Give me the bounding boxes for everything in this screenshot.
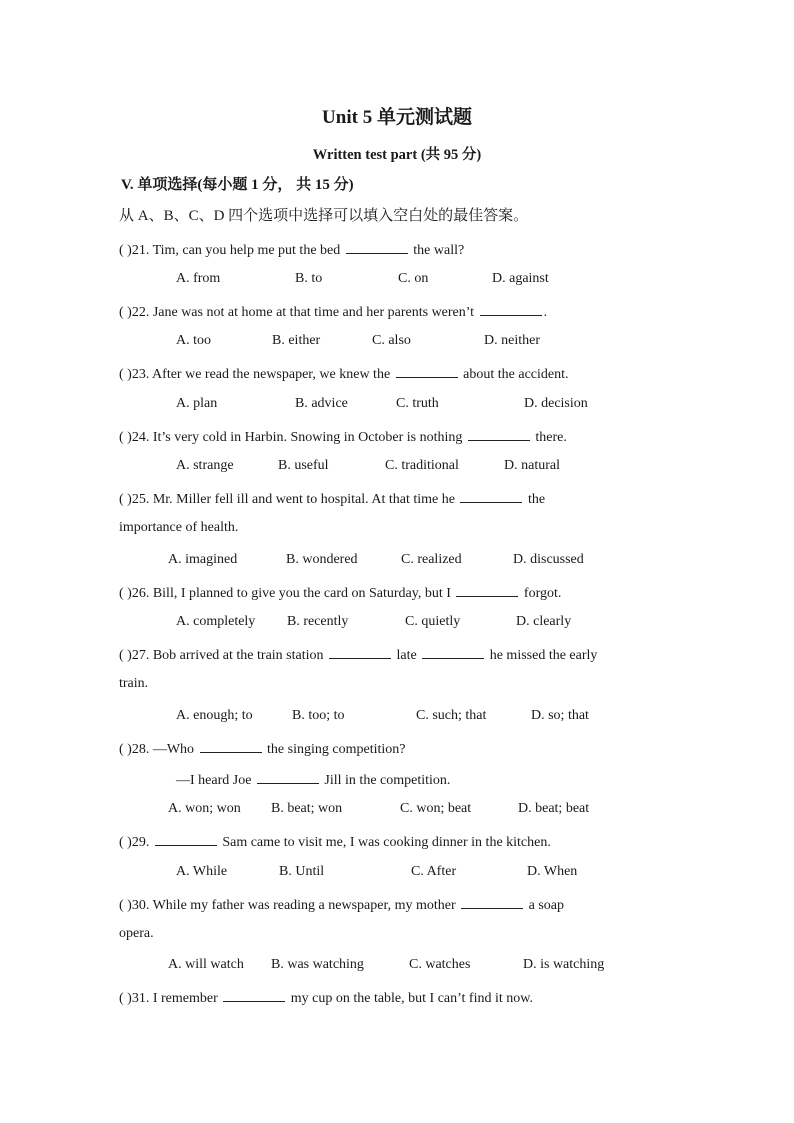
answer-blank	[460, 487, 522, 503]
option-30-c: C. watches	[409, 957, 471, 972]
answer-blank	[422, 643, 484, 659]
answer-blank	[456, 581, 518, 597]
answer-blank	[346, 238, 408, 254]
option-24-a: A. strange	[176, 458, 234, 473]
option-21-d: D. against	[492, 271, 549, 286]
answer-blank	[468, 425, 530, 441]
option-23-a: A. plan	[176, 396, 218, 411]
question-28: ( )28. —Who the singing competition?	[119, 737, 405, 760]
option-24-b: B. useful	[278, 458, 329, 473]
option-30-d: D. is watching	[523, 957, 605, 972]
option-26-d: D. clearly	[516, 614, 572, 629]
question-24: ( )24. It’s very cold in Harbin. Snowing in October is nothing there.	[119, 425, 567, 448]
answer-blank	[461, 893, 523, 909]
option-27-b: B. too; to	[292, 708, 345, 723]
question-22: ( )22. Jane was not at home at that time and her parents weren’t .	[119, 300, 547, 323]
option-28-b: B. beat; won	[271, 801, 343, 816]
option-30-a: A. will watch	[168, 957, 244, 972]
option-23-b: B. advice	[295, 396, 348, 411]
answer-blank	[200, 737, 262, 753]
option-26-c: C. quietly	[405, 614, 461, 629]
option-26-b: B. recently	[287, 614, 349, 629]
option-25-a: A. imagined	[168, 552, 238, 567]
option-21-c: C. on	[398, 271, 429, 286]
page-title: Unit 5 单元测试题	[322, 107, 472, 128]
section-heading: V. 单项选择(每小题 1 分， 共 15 分)	[121, 177, 354, 193]
option-25-c: C. realized	[401, 552, 462, 567]
answer-blank	[155, 830, 217, 846]
question-21: ( )21. Tim, can you help me put the bed the wall?	[119, 238, 464, 261]
question-30: ( )30. While my father was reading a newspaper, my mother a soap	[119, 893, 564, 916]
option-22-b: B. either	[272, 333, 321, 348]
answer-blank	[480, 300, 542, 316]
option-29-b: B. Until	[279, 864, 325, 879]
option-27-a: A. enough; to	[176, 708, 253, 723]
question-30-continuation: opera.	[119, 926, 154, 941]
option-22-c: C. also	[372, 333, 411, 348]
question-25-continuation: importance of health.	[119, 520, 239, 535]
option-28-d: D. beat; beat	[518, 801, 590, 816]
question-27: ( )27. Bob arrived at the train station late he missed the early	[119, 643, 597, 666]
option-28-c: C. won; beat	[400, 801, 472, 816]
option-22-a: A. too	[176, 333, 211, 348]
option-24-d: D. natural	[504, 458, 560, 473]
question-23: ( )23. After we read the newspaper, we knew the about the accident.	[119, 362, 569, 385]
option-25-d: D. discussed	[513, 552, 584, 567]
instruction-text: 从 A、B、C、D 四个选项中选择可以填入空白处的最佳答案。	[119, 208, 529, 224]
option-23-c: C. truth	[396, 396, 439, 411]
question-26: ( )26. Bill, I planned to give you the card on Saturday, but I forgot.	[119, 581, 561, 604]
option-29-a: A. While	[176, 864, 228, 879]
answer-blank	[329, 643, 391, 659]
option-30-b: B. was watching	[271, 957, 364, 972]
question-27-continuation: train.	[119, 676, 149, 691]
question-31: ( )31. I remember my cup on the table, but I can’t find it now.	[119, 986, 533, 1009]
answer-blank	[257, 768, 319, 784]
option-27-d: D. so; that	[531, 708, 589, 723]
question-28-reply: —I heard Joe Jill in the competition.	[176, 768, 450, 791]
answer-blank	[396, 362, 458, 378]
answer-blank	[223, 986, 285, 1002]
question-29: ( )29. Sam came to visit me, I was cooking dinner in the kitchen.	[119, 830, 551, 853]
option-29-c: C. After	[411, 864, 457, 879]
option-21-b: B. to	[295, 271, 323, 286]
option-26-a: A. completely	[176, 614, 256, 629]
option-25-b: B. wondered	[286, 552, 358, 567]
option-21-a: A. from	[176, 271, 221, 286]
option-29-d: D. When	[527, 864, 578, 879]
option-27-c: C. such; that	[416, 708, 487, 723]
option-23-d: D. decision	[524, 396, 588, 411]
option-24-c: C. traditional	[385, 458, 459, 473]
question-25: ( )25. Mr. Miller fell ill and went to hospital. At that time he the	[119, 487, 545, 510]
option-28-a: A. won; won	[168, 801, 241, 816]
option-22-d: D. neither	[484, 333, 540, 348]
page-subtitle: Written test part (共 95 分)	[312, 147, 482, 163]
